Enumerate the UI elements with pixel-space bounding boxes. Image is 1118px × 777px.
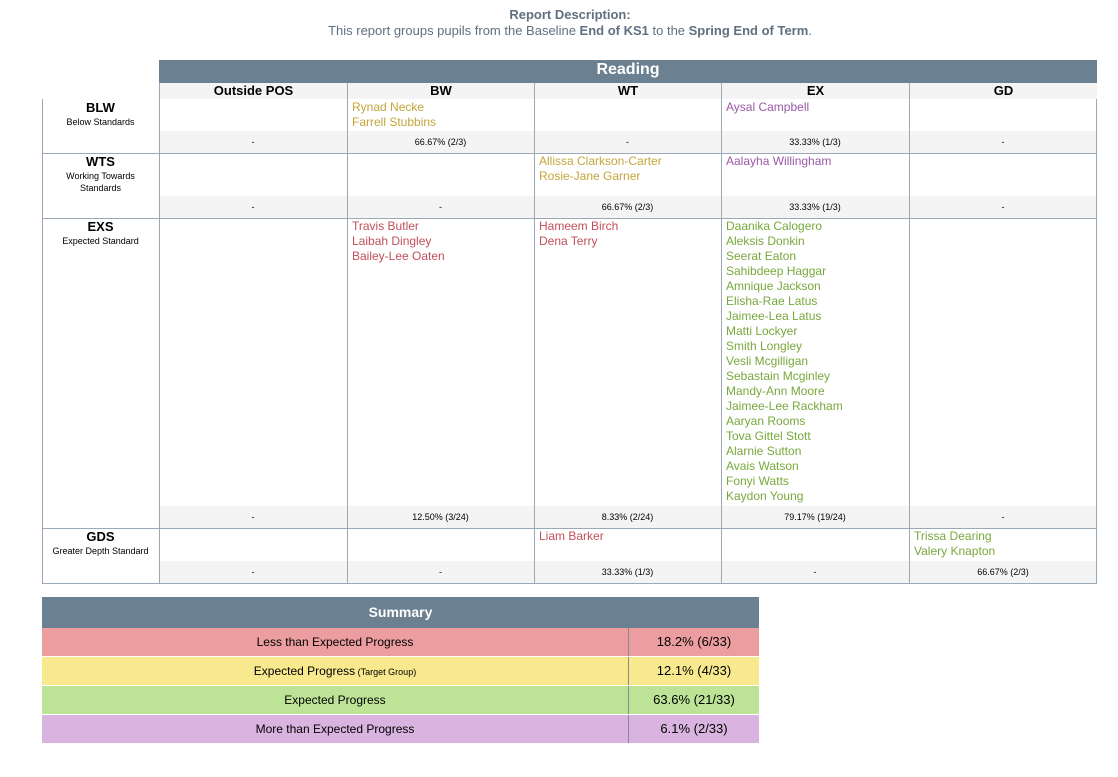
cell-divider [909,218,910,528]
column-header-bw: BW [347,83,534,99]
row-label: Below Standards [66,117,135,127]
cell-percentage: 33.33% (1/3) [789,202,841,212]
pupil-name: Kaydon Young [726,489,804,503]
summary-row [42,686,759,715]
row-code: BLW [86,100,115,115]
pupil-name: Elisha-Rae Latus [726,294,818,308]
cell-percentage: - [251,202,255,212]
summary-value: 6.1% (2/33) [660,721,728,736]
summary-label: Expected Progress (Target Group) [42,657,629,685]
summary-table [42,597,759,744]
summary-label: More than Expected Progress [42,715,629,743]
pupil-name: Trissa Dearing [914,529,992,543]
pupil-name: Matti Lockyer [726,324,798,338]
summary-row [42,657,759,686]
pupil-name: Allissa Clarkson-Carter [539,154,662,168]
pupil-name: Bailey-Lee Oaten [352,249,445,263]
pupil-name: Tova Gittel Stott [726,429,811,443]
pupil-name: Laibah Dingley [352,234,432,248]
cell-percentage: - [1001,137,1005,147]
column-header-gd: GD [909,83,1097,99]
report-description-title: Report Description: [509,7,631,22]
pupil-name: Alarnie Sutton [726,444,802,458]
cell-percentage: 66.67% (2/3) [977,567,1029,577]
cell-divider [159,218,160,528]
summary-title: Summary [42,597,759,628]
pupil-name: Aalayha Willingham [726,154,832,168]
cell-divider [721,218,722,528]
pupil-name: Amnique Jackson [726,279,821,293]
pupil-name: Liam Barker [539,529,604,543]
pupil-name: Seerat Eaton [726,249,797,263]
row-code: GDS [86,529,115,544]
pupil-name: Sahibdeep Haggar [726,264,827,278]
cell-percentage: - [251,567,255,577]
summary-label: Less than Expected Progress [42,628,629,656]
summary-row [42,628,759,657]
column-header-wt: WT [534,83,721,99]
row-exs [42,218,1097,529]
pupil-name: Daanika Calogero [726,219,823,233]
cell-percentage: - [439,202,442,212]
pupil-name: Hameem Birch [539,219,619,233]
cell-percentage: 66.67% (2/3) [414,137,467,147]
row-code: WTS [86,154,115,169]
cell-percentage: 66.67% (2/3) [601,202,654,212]
pupil-name: Vesli Mcgilligan [726,354,809,368]
subject-banner: Reading [159,60,1097,83]
cell-percentage: - [439,567,442,577]
cell-divider [347,218,348,528]
pupil-name: Smith Longley [726,339,803,353]
cell-percentage: 12.50% (3/24) [412,512,469,522]
pupil-name: Rynad Necke [352,100,425,114]
pupil-name: Fonyi Watts [726,474,789,488]
pupil-name: Dena Terry [539,234,598,248]
cell-percentage: - [1001,202,1005,212]
summary-value: 12.1% (4/33) [656,663,732,678]
cell-percentage: - [251,137,255,147]
column-header-ex: EX [721,83,909,99]
pupil-name: Aleksis Donkin [726,234,805,248]
pupil-name: Jaimee-Lea Latus [726,309,822,323]
pupil-name: Aaryan Rooms [726,414,806,428]
cell-percentage: 33.33% (1/3) [789,137,841,147]
cell-percentage: 33.33% (1/3) [601,567,654,577]
cell-percentage: - [1001,512,1005,522]
cell-percentage: - [251,512,255,522]
summary-row [42,715,759,744]
summary-value: 63.6% (21/33) [653,692,735,707]
cell-percentage: 8.33% (2/24) [601,512,654,522]
summary-label: Expected Progress [42,686,629,714]
pupil-name: Rosie-Jane Garner [539,169,641,183]
report-description-text: This report groups pupils from the Baseline End of KS1 to the Spring End of Term. [328,23,812,38]
summary-value: 18.2% (6/33) [656,634,732,649]
row-label: Expected Standard [62,236,139,246]
row-code: EXS [87,219,114,234]
row-label: Working Towards Standards [66,171,135,193]
cell-percentage: - [626,137,629,147]
pupil-name: Mandy-Ann Moore [726,384,825,398]
cell-divider [534,218,535,528]
cell-percentage: 79.17% (19/24) [784,512,846,522]
pupil-name: Jaimee-Lee Rackham [726,399,843,413]
summary-note: (Target Group) [355,667,417,677]
pupil-name: Travis Butler [352,219,419,233]
pupil-name: Farrell Stubbins [352,115,437,129]
pupil-name: Sebastain Mcginley [726,369,831,383]
pupil-name: Avais Watson [726,459,799,473]
column-header-outside-pos: Outside POS [159,83,347,99]
pupil-name: Aysal Campbell [726,100,810,114]
cell-percentage: - [813,567,817,577]
row-label: Greater Depth Standard [52,546,149,556]
pupil-name: Valery Knapton [914,544,996,558]
